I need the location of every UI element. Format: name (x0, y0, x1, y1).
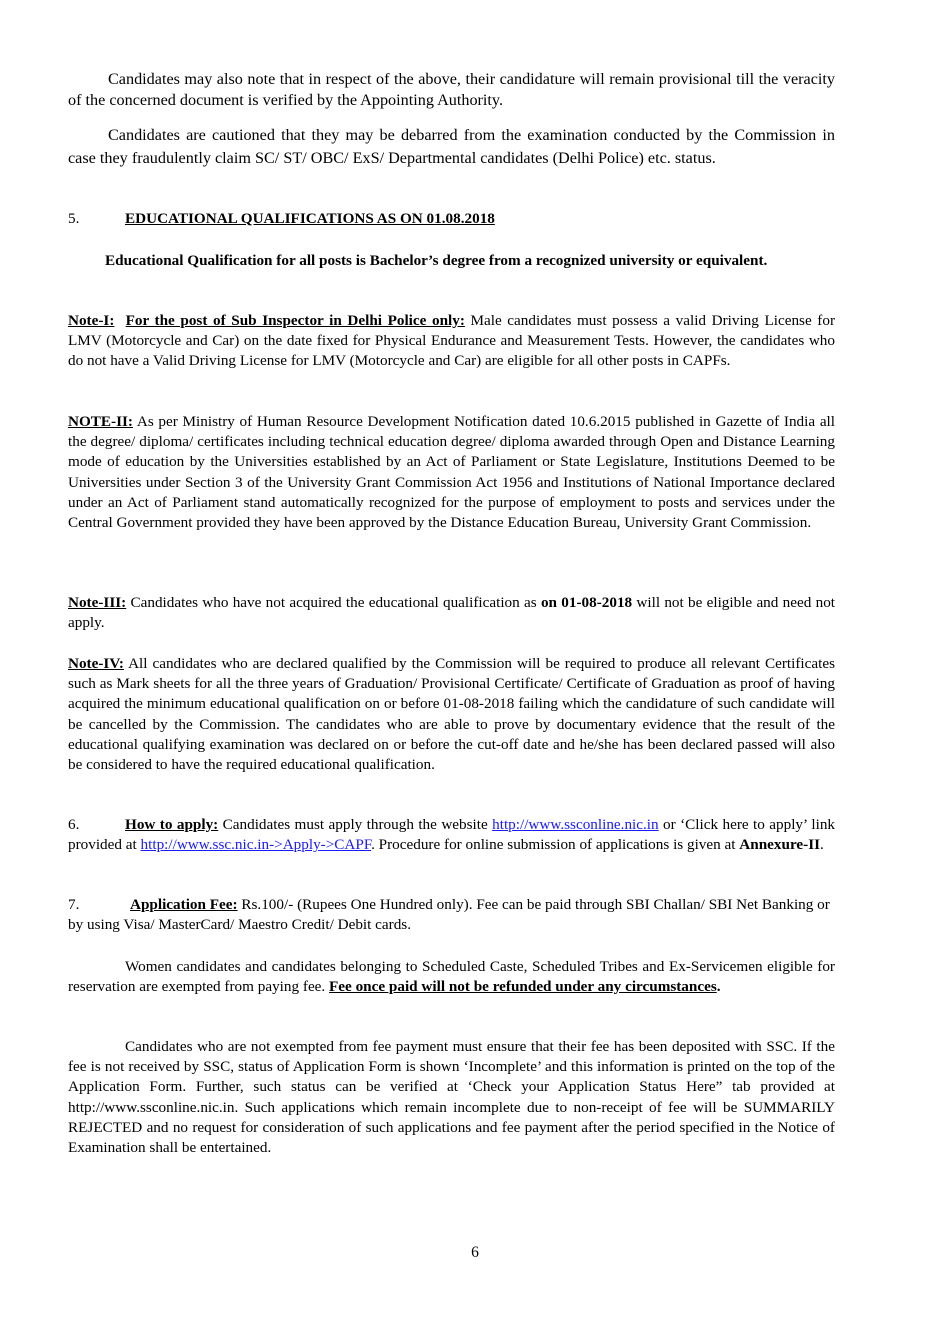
note-label: Note-I: (68, 312, 115, 329)
section-heading: Application Fee: (130, 896, 238, 913)
section-number: 6. (68, 816, 80, 833)
section-number: 7. (68, 896, 80, 913)
note-1-paragraph: Note-I: For the post of Sub Inspector in Delhi Police only: Male candidates must possess a valid Driving License for LMV (Motorcycle and Car) on the date fixed for Physical Endurance and Measurement Tests. However, the candidates who do not have a Valid Driving License for LMV (Motorcycle and Car) are eligible for all other posts in CAPFs. (68, 312, 836, 370)
qualification-bold-paragraph: Educational Qualification for all posts is Bachelor’s degree from a recognized university or equivalent. (105, 252, 768, 269)
note-4-paragraph: Note-IV: All candidates who are declared qualified by the Commission will be required to produce all relevant Certificates such as Mark sheets for all the three years of Graduation/ Provisional Certificate/ Certificate of Graduation as proof of having acquired the minimum educational qualification on or before 01-08-2018 failing which the candidature of such candidate will be cancelled by the Commission. The candidates who are able to prove by documentary evidence that the result of the educational qualifying examination was declared on or before the cut-off date and he/she has been declared passed will also be considered to have the required educational qualification. (68, 655, 835, 774)
section-heading: EDUCATIONAL QUALIFICATIONS AS ON 01.08.2018 (125, 210, 495, 227)
note-2-paragraph: NOTE-II: As per Ministry of Human Resource Development Notification dated 10.6.2015 published in Gazette of India all the degree/ diploma/ certificates including technical education degree/ diploma awarded through Open and Distance Learning mode of education by the Universities established by an Act of Parliament or State Legislature, Institutions Deemed to be Universities under Section 3 of the University Grant Commission Act 1956 and Institutions of National Importance declared under an Act of Parliament stand automatically recognized for the purpose of employment to posts and services under the Central Government provided they have been approved by the Distance Education Bureau, University Grant Commission. (68, 413, 835, 532)
page-number: 6 (471, 1244, 479, 1261)
note-label: Note-III: (68, 594, 127, 611)
provisional-candidature-paragraph: Candidates may also note that in respect of the above, their candidature will remain provisional till the veracity of the concerned document is verified by the Appointing Authority. (68, 70, 835, 109)
section-heading: How to apply: (125, 816, 219, 833)
section-7-paragraph: 7. Application Fee: Rs.100/- (Rupees One Hundred only). Fee can be paid through SBI Challan/ SBI Net Banking or by using Visa/ MasterCard/ Maestro Credit/ Debit cards. (68, 896, 830, 934)
note-3-paragraph: Note-III: Candidates who have not acquired the educational qualification as on 01-08-2018 will not be eligible and need not apply. (68, 594, 836, 632)
note-sublabel: For the post of Sub Inspector in Delhi Police only: (125, 312, 465, 329)
section-6-paragraph: 6. How to apply: Candidates must apply through the website http://www.ssconline.nic.in or ‘Click here to apply’ link provided at http://www.ssc.nic.in->Apply->CAPF. Procedure for online submission of applications is given at Annexure-II. (68, 816, 836, 854)
debarred-warning-paragraph: Candidates are cautioned that they may be debarred from the examination conducted by the Commission in case they fraudulently claim SC/ ST/ OBC/ ExS/ Departmental candidates (Delhi Police) etc. status. (68, 126, 835, 167)
note-label: NOTE-II: (68, 413, 133, 430)
ssc-capf-link[interactable]: http://www.ssc.nic.in->Apply->CAPF (140, 836, 372, 854)
fee-exemption-paragraph: Women candidates and candidates belonging to Scheduled Caste, Scheduled Tribes and Ex-Servicemen eligible for reservation are exempted from paying fee. Fee once paid will not be refunded under any circumstances. (68, 958, 835, 996)
no-refund-notice: Fee once paid will not be refunded under any circumstances (329, 978, 717, 996)
note-label: Note-IV: (68, 655, 124, 672)
fee-deposit-paragraph: Candidates who are not exempted from fee payment must ensure that their fee has been deposited with SSC. If the fee is not received by SSC, status of Application Form is shown ‘Incomplete’ and this information is printed on the top of the Application Form. Further, such status can be verified at ‘Check your Application Status Here” tab provided at http://www.ssconline.nic.in. Such applications which remain incomplete due to non-receipt of fee will be SUMMARILY REJECTED and no request for consideration of such applications and fee payment after the period specified in the Notice of Examination shall be entertained. (68, 1038, 835, 1157)
section-5-heading (68, 209, 835, 229)
ssconline-link[interactable]: http://www.ssconline.nic.in (492, 816, 659, 833)
section-number: 5. (68, 210, 80, 227)
